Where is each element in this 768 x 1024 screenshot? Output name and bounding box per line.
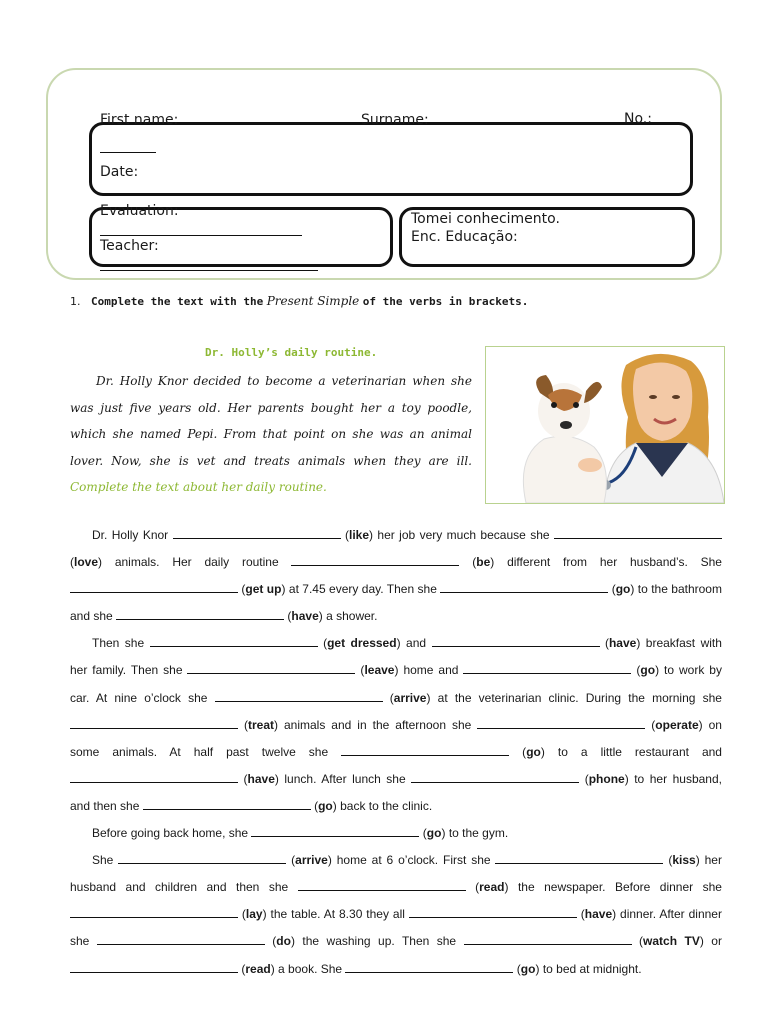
verb-hint: operate bbox=[655, 717, 699, 732]
verb-hint: arrive bbox=[393, 690, 427, 705]
verb-hint: treat bbox=[247, 717, 274, 732]
verb-hint: have bbox=[291, 609, 319, 624]
date-label: Date: bbox=[100, 164, 139, 180]
number-label: No.: bbox=[624, 111, 652, 127]
answer-blank[interactable] bbox=[70, 906, 238, 918]
guardian-label: Enc. Educação: bbox=[411, 229, 518, 245]
answer-blank[interactable] bbox=[215, 690, 383, 702]
instruction-tense: Present Simple bbox=[266, 294, 360, 308]
verb-hint: love bbox=[74, 555, 99, 570]
verb-hint: arrive bbox=[295, 853, 328, 868]
verb-hint: go bbox=[640, 663, 656, 678]
answer-blank[interactable] bbox=[440, 581, 608, 593]
answer-blank[interactable] bbox=[341, 744, 509, 756]
answer-blank[interactable] bbox=[291, 554, 459, 566]
answer-blank[interactable] bbox=[464, 933, 632, 945]
answer-blank[interactable] bbox=[143, 798, 311, 810]
instruction-end: of the verbs in brackets. bbox=[362, 295, 529, 308]
guardian-underline[interactable] bbox=[411, 253, 583, 270]
verb-hint: phone bbox=[588, 771, 625, 786]
answer-blank[interactable] bbox=[495, 852, 663, 864]
intro-text: Dr. Holly Knor decided to become a veterinarian when she was just five years old. Her parents bought her a toy poodle, which she named Pepi. From that point on she was an animal lover. Now, she is vet and treats animals when they are ill. bbox=[70, 374, 472, 468]
verb-hint: have bbox=[247, 771, 275, 786]
verb-hint: read bbox=[479, 880, 505, 895]
intro-instruction: Complete the text about her daily routine. bbox=[70, 480, 327, 494]
verb-hint: go bbox=[520, 961, 536, 976]
story-intro bbox=[70, 368, 472, 501]
evaluation-label: Evaluation: bbox=[100, 203, 179, 219]
answer-blank[interactable] bbox=[97, 933, 265, 945]
verb-hint: have bbox=[584, 907, 613, 922]
acknowledged-label: Tomei conhecimento. bbox=[411, 211, 560, 227]
instruction-start: Complete the text with the bbox=[91, 295, 264, 308]
exercise-number: 1. bbox=[70, 295, 81, 308]
answer-blank[interactable] bbox=[463, 662, 631, 674]
paragraph-3: Before going back home, she (go) to the gym. bbox=[92, 826, 509, 841]
answer-blank[interactable] bbox=[554, 527, 722, 539]
verb-hint: go bbox=[526, 744, 541, 759]
verb-hint: be bbox=[476, 555, 491, 570]
answer-blank[interactable] bbox=[298, 879, 466, 891]
verb-hint: go bbox=[615, 582, 631, 597]
answer-blank[interactable] bbox=[251, 825, 419, 837]
verb-hint: like bbox=[349, 528, 370, 542]
verb-hint: go bbox=[318, 798, 333, 813]
verb-hint: get up bbox=[245, 582, 282, 597]
verb-hint: read bbox=[245, 961, 271, 976]
answer-blank[interactable] bbox=[477, 717, 645, 729]
exercise-text bbox=[70, 522, 722, 983]
answer-blank[interactable] bbox=[432, 635, 600, 647]
verb-hint: lay bbox=[245, 907, 263, 922]
surname-field[interactable] bbox=[361, 111, 609, 128]
vet-dog-illustration bbox=[486, 347, 724, 503]
paragraph-1: Dr. Holly Knor (like) her job very much because she (love) animals. Her daily routine (be) different from her husband’s. She (get up) at 7.45 every day. Then she (go) to the bathroom and she (have) a shower. bbox=[70, 528, 722, 624]
number-underline bbox=[100, 140, 156, 157]
answer-blank[interactable] bbox=[70, 771, 238, 783]
story-title: Dr. Holly’s daily routine. bbox=[205, 346, 378, 359]
answer-blank[interactable] bbox=[150, 635, 318, 647]
surname-label: Surname: bbox=[361, 112, 429, 128]
vet-with-dog-photo bbox=[485, 346, 725, 504]
teacher-label: Teacher: bbox=[100, 238, 159, 254]
name-date-box bbox=[89, 122, 693, 196]
answer-blank[interactable] bbox=[70, 961, 238, 973]
verb-hint: kiss bbox=[672, 853, 696, 868]
first-name-field[interactable] bbox=[100, 111, 347, 128]
answer-blank[interactable] bbox=[187, 662, 355, 674]
answer-blank[interactable] bbox=[345, 961, 513, 973]
answer-blank[interactable] bbox=[70, 717, 238, 729]
answer-blank[interactable] bbox=[116, 608, 284, 620]
verb-hint: have bbox=[608, 636, 637, 651]
exercise-instruction bbox=[70, 294, 528, 308]
verb-hint: watch TV bbox=[643, 934, 700, 949]
verb-hint: go bbox=[426, 826, 442, 841]
verb-hint: get dressed bbox=[327, 636, 397, 651]
teacher-underline[interactable] bbox=[100, 258, 318, 275]
answer-blank[interactable] bbox=[118, 852, 286, 864]
answer-blank[interactable] bbox=[411, 771, 579, 783]
paragraph-2: Then she (get dressed) and (have) breakfast with her family. Then she (leave) home and (go) to work by car. At nine o’clock she (arrive) at the veterinarian clinic. During the morning she (treat) animals and in the afternoon she (operate) on some animals. At half past twelve she (go) to a little restaurant and (have) lunch. After lunch she (phone) to her husband, and then she (go) back to the clinic. bbox=[70, 636, 722, 813]
number-field[interactable] bbox=[624, 111, 652, 127]
answer-blank[interactable] bbox=[173, 527, 341, 539]
first-name-label: First name: bbox=[100, 112, 179, 128]
paragraph-4: She (arrive) home at 6 o’clock. First she (kiss) her husband and children and then she (read) the newspaper. Before dinner she (lay) the table. At 8.30 they all (have) dinner. After dinner she (do) the washing up. Then she (watch TV) or (read) a book. She (go) to bed at midnight. bbox=[70, 853, 722, 976]
verb-hint: leave bbox=[364, 663, 395, 678]
verb-hint: do bbox=[276, 934, 291, 949]
answer-blank[interactable] bbox=[70, 581, 238, 593]
answer-blank[interactable] bbox=[409, 906, 577, 918]
